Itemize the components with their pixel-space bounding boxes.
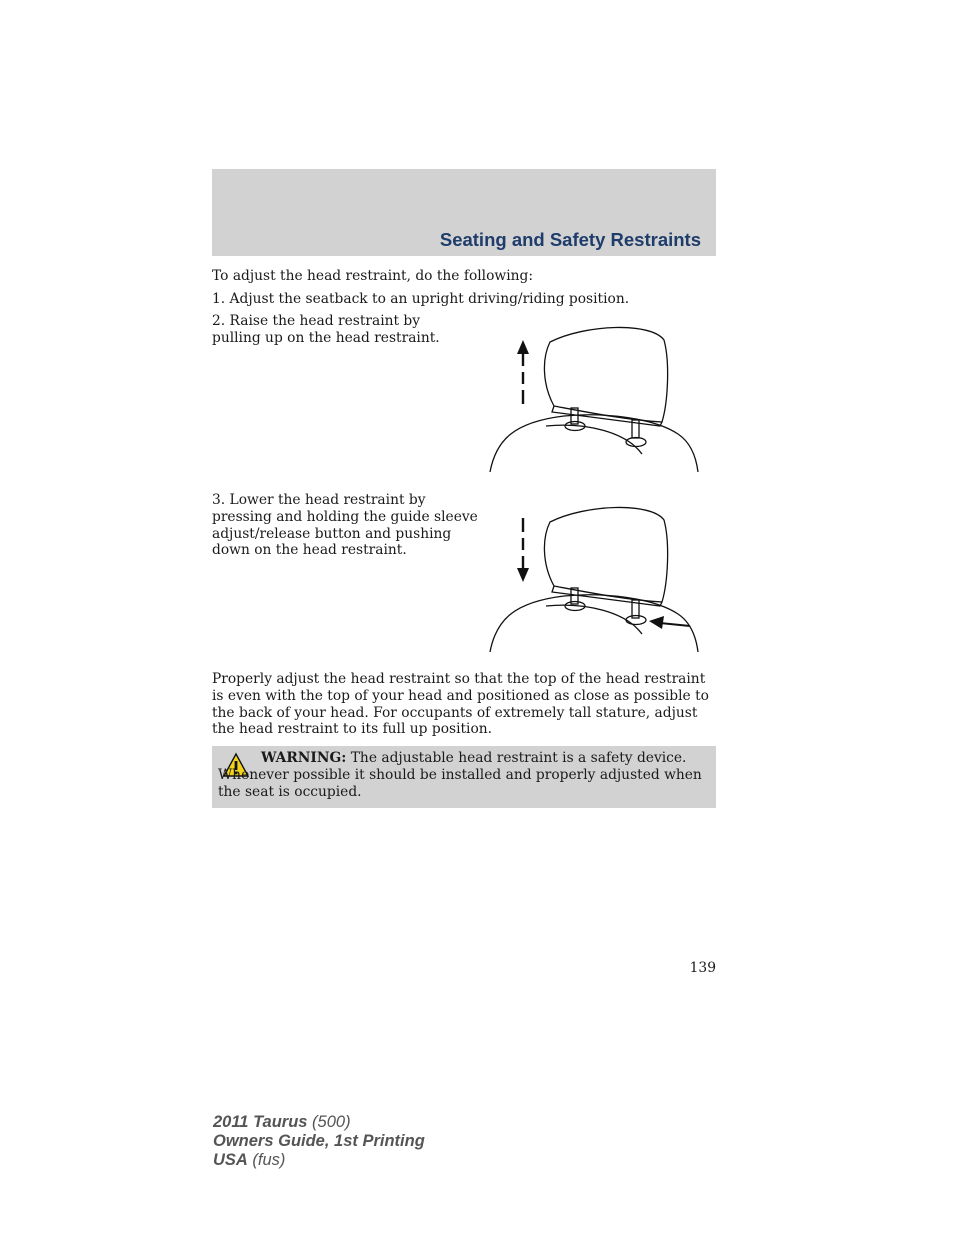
step-2-text: 2. Raise the head restraint by pulling up on the head restraint. [212,313,440,346]
step-1-text: 1. Adjust the seatback to an upright driving/riding position. [212,291,630,307]
down-arrow-icon [517,518,529,582]
warning-box [212,746,716,808]
footer [213,1113,425,1170]
warning-body: The adjustable head restraint is a safety device. Whenever possible it should be installed and properly adjusted when the seat is occupied. [218,750,702,800]
footer-region: USA [213,1151,248,1169]
footer-guide-line [213,1132,425,1151]
step-3-text: 3. Lower the head restraint by pressing and holding the guide sleeve adjust/release button and pushing down on the head restraint. [212,492,478,559]
footer-region-line [213,1151,425,1170]
section-title: Seating and Safety Restraints [439,229,701,250]
page-number: 139 [689,960,716,976]
head-restraint-lower-illustration [486,502,706,657]
footer-model-line [213,1113,425,1132]
warning-label: WARNING: [261,750,347,766]
section-header-band [212,169,716,256]
head-restraint-raise-illustration [486,322,706,477]
adjustment-paragraph: Properly adjust the head restraint so that the top of the head restraint is even with the top of your head and positioned as close as possible to the back of your head. For occupants of extremely tall stature, adjust the head restraint to its full up position. [212,671,709,738]
footer-guide: Owners Guide, 1st Printing [213,1132,425,1150]
warning-text [218,750,710,800]
footer-model-code: (500) [307,1113,351,1131]
footer-region-code: (fus) [247,1151,286,1169]
intro-text: To adjust the head restraint, do the following: [212,268,533,284]
footer-model: 2011 Taurus [213,1113,308,1131]
up-arrow-icon [517,340,529,404]
